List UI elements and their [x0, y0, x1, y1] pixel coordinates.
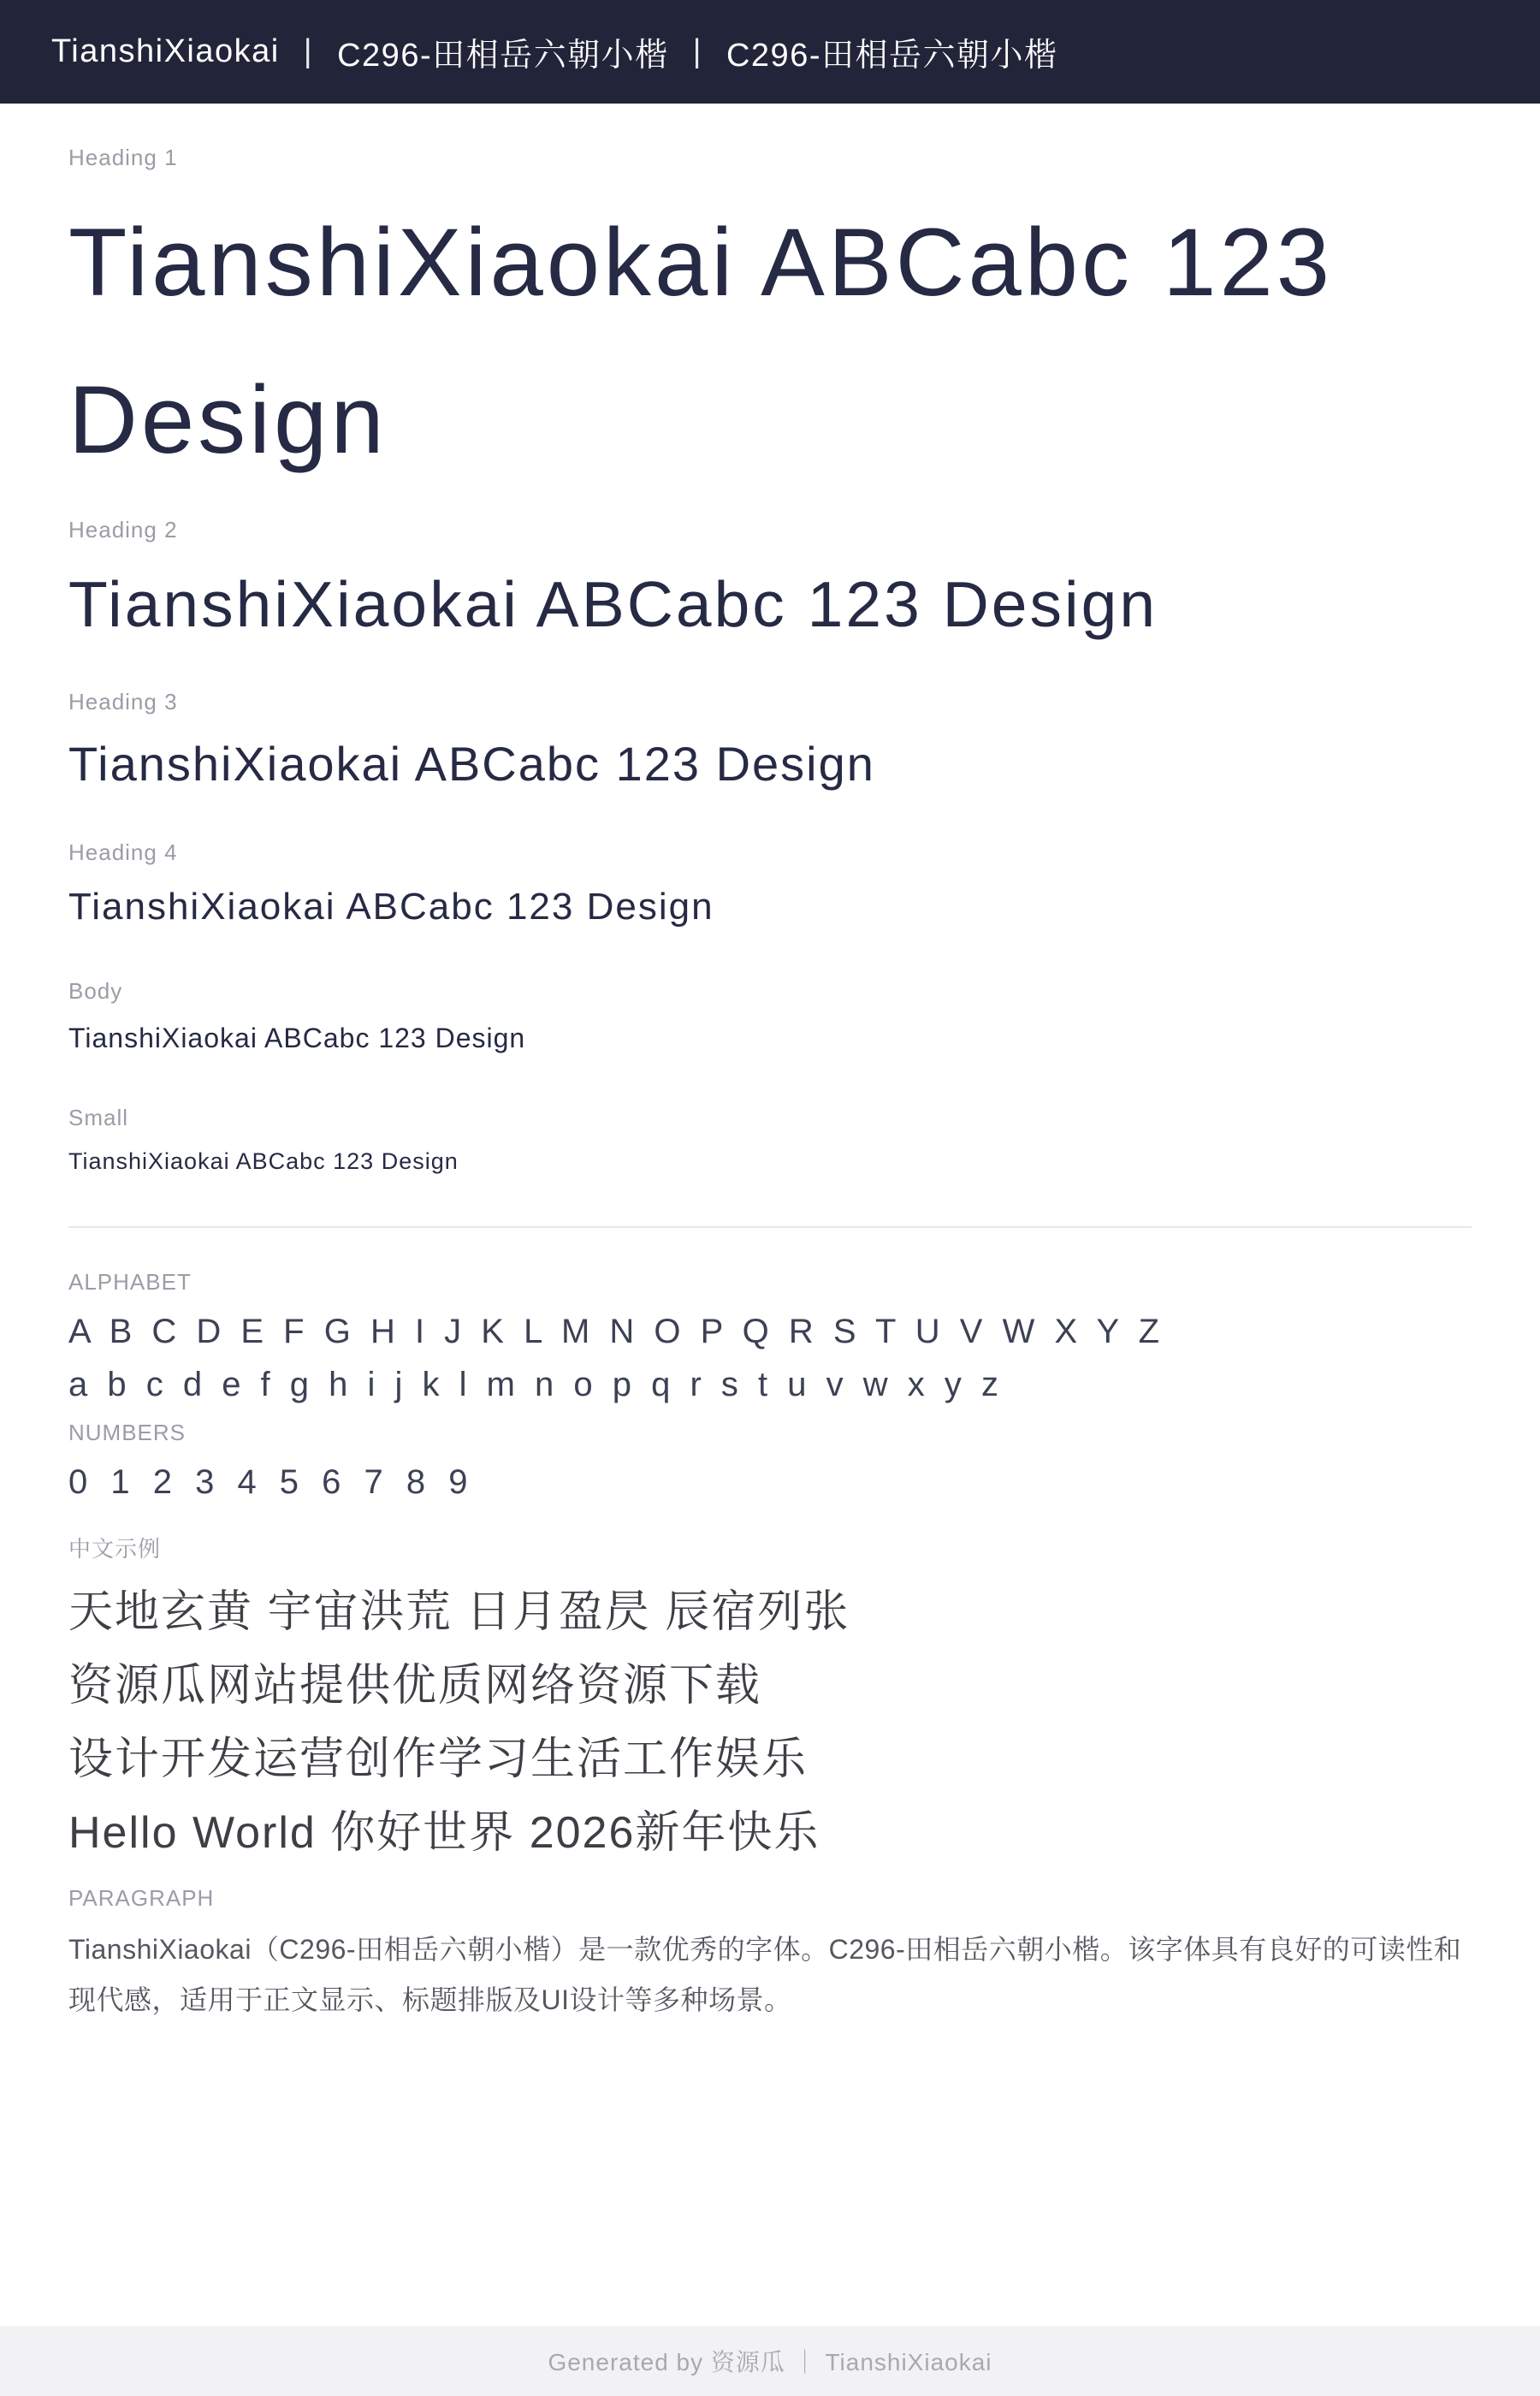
footer-bar: [0, 2326, 1540, 2396]
chinese-sample-section: [68, 1534, 1472, 1870]
specimen-label: Heading 3: [68, 688, 178, 715]
specimen-sample-text: TianshiXiaokai ABCabc 123 Design: [68, 209, 1334, 473]
chinese-sample-line: Hello World 你好世界 2026新年快乐: [68, 1808, 820, 1859]
header-brand: TianshiXiaokai: [51, 33, 280, 69]
numbers-label: NUMBERS: [68, 1420, 187, 1446]
specimen-sample-text: TianshiXiaokai ABCabc 123 Design: [68, 885, 714, 928]
specimen-sample-text: TianshiXiaokai ABCabc 123 Design: [68, 568, 1158, 641]
alphabet-label: ALPHABET: [68, 1269, 192, 1296]
chinese-sample-line: 资源瓜网站提供优质网络资源下载: [68, 1661, 762, 1711]
section-divider: [68, 1226, 1472, 1228]
alphabet-uppercase-row: A B C D E F G H I J K L M N O P Q R S T U V W X Y Z: [68, 1313, 1165, 1351]
header-bar: [0, 0, 1540, 104]
header-font-name: C296-田相岳六朝小楷: [337, 38, 669, 74]
specimen-label: Heading 2: [68, 517, 178, 543]
specimen-body: [68, 976, 1472, 1059]
specimen-heading-3: [68, 687, 1472, 800]
specimen-sample-text: TianshiXiaokai ABCabc 123 Design: [68, 1022, 526, 1053]
numbers-section: [68, 1418, 1472, 1505]
chinese-sample-line: 设计开发运营创作学习生活工作娱乐: [68, 1735, 808, 1785]
header-separator: |: [303, 33, 314, 69]
numbers-row: 0 1 2 3 4 5 6 7 8 9: [68, 1463, 475, 1502]
specimen-heading-4: [68, 838, 1472, 935]
specimen-sample-text: TianshiXiaokai ABCabc 123 Design: [68, 736, 875, 791]
footer-text: Generated by 资源瓜 ｜ TianshiXiaokai: [548, 2349, 992, 2375]
specimen-label: Heading 1: [68, 145, 178, 170]
chinese-sample-label: 中文示例: [68, 1536, 162, 1563]
paragraph-label: PARAGRAPH: [68, 1885, 215, 1912]
paragraph-section: [68, 1883, 1472, 2025]
header-separator: |: [692, 33, 702, 69]
alphabet-section: [68, 1267, 1472, 1408]
specimen-heading-1: [68, 143, 1472, 498]
main-content: [0, 104, 1540, 2025]
specimen-label: Small: [68, 1104, 129, 1130]
specimen-label: Body: [68, 977, 123, 1004]
paragraph-text: TianshiXiaokai（C296-田相岳六朝小楷）是一款优秀的字体。C296-田相岳六朝小楷。该字体具有良好的可读性和现代感，适用于正文显示、标题排版及UI设计等多种场景。: [68, 1934, 1462, 2016]
header-font-name-alt: C296-田相岳六朝小楷: [726, 38, 1058, 74]
specimen-label: Heading 4: [68, 839, 178, 865]
chinese-sample-line: 天地玄黄 宇宙洪荒 日月盈昃 辰宿列张: [68, 1587, 850, 1638]
alphabet-lowercase-row: a b c d e f g h i j k l m n o p q r s t u v w x y z: [68, 1366, 1004, 1404]
specimen-heading-2: [68, 515, 1472, 653]
specimen-small: [68, 1103, 1472, 1179]
specimen-sample-text: TianshiXiaokai ABCabc 123 Design: [68, 1148, 459, 1174]
